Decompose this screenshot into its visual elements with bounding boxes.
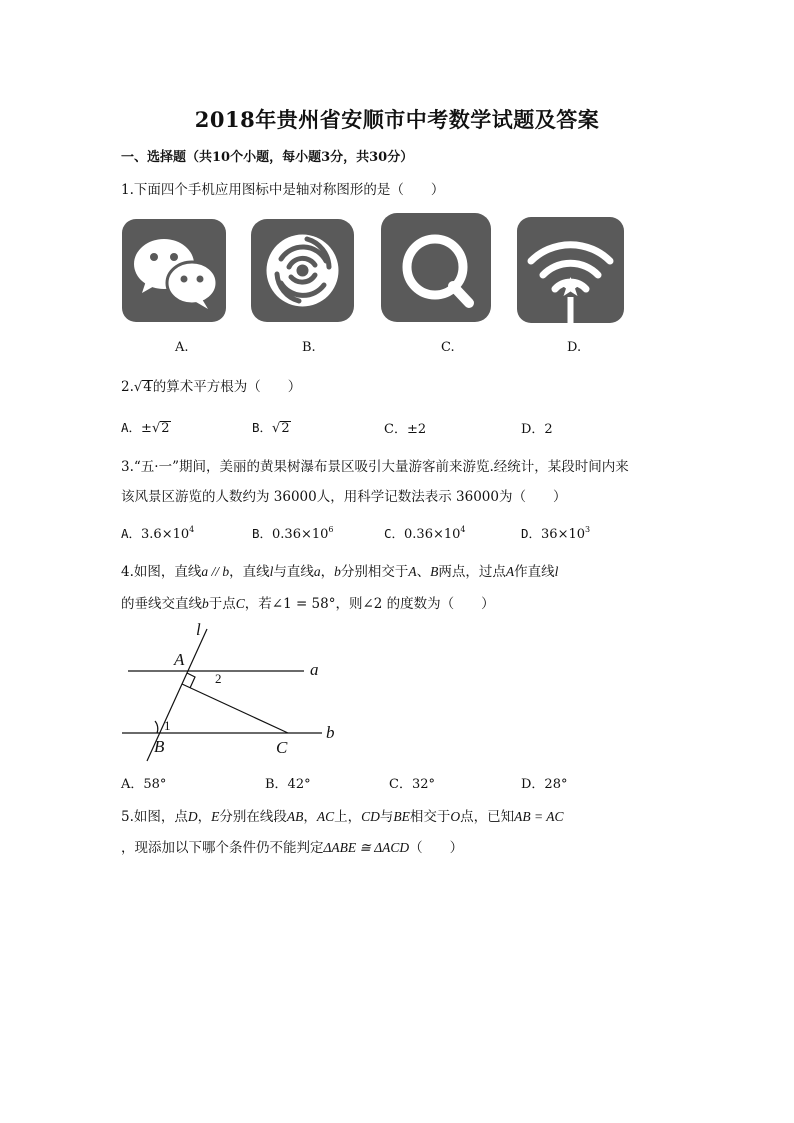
- question-1-text: 1.下面四个手机应用图标中是轴对称图形的是（ ）: [121, 182, 445, 198]
- q4-option-c: C．32°: [389, 777, 435, 792]
- q2-option-d: D．2: [521, 422, 553, 437]
- q3-option-d: D．$36\times 10^3$: [521, 525, 591, 542]
- question-2-text: 2.√4的算术平方根为（ ）: [121, 379, 302, 395]
- wifi-star-icon: [517, 217, 624, 323]
- question-3-line-1: 3.“五·一”期间，美丽的黄果树瀑布景区吸引大量游客前来游览.经统计，某段时间内来: [121, 459, 629, 475]
- label-line-b: b: [326, 723, 335, 742]
- q3-option-a: A．$3.6\times 10^4$: [121, 525, 195, 542]
- q1-option-d: D.: [567, 340, 582, 355]
- q3-option-c: C．$0.36\times 10^4$: [384, 525, 466, 542]
- q1-option-c: C.: [441, 340, 455, 355]
- q2-option-b: B．√2: [252, 420, 290, 436]
- label-point-b: B: [154, 737, 165, 756]
- radical-sign: √: [133, 380, 143, 395]
- swirl-logo-icon: [251, 219, 354, 322]
- question-4-line-1: 4.如图，直线a // b，直线l与直线a，b分别相交于A、B两点，过点A作直线l: [121, 564, 559, 580]
- segment-ac: [182, 684, 288, 733]
- label-point-c: C: [276, 738, 288, 757]
- question-5-line-1: 5.如图，点D，E分别在线段AB，AC上，CD与BE相交于O点，已知AB = AC: [121, 809, 564, 825]
- q-search-icon: [381, 213, 491, 322]
- q3-option-b: B．$0.36\times 10^6$: [252, 525, 334, 542]
- section-heading: 一、选择题（共10个小题，每小题3分，共30分）: [121, 150, 414, 165]
- question-4-line-2: 的垂线交直线b于点C，若∠1 = 58°，则∠2 的度数为（ ）: [121, 596, 495, 612]
- question-5-line-2: ，现添加以下哪个条件仍不能判定ΔABE ≅ ΔACD（ ）: [121, 840, 464, 856]
- wechat-icon: [122, 219, 226, 322]
- question-3-line-2: 该风景区游览的人数约为 36000人，用科学记数法表示 36000为（ ）: [121, 489, 567, 505]
- label-line-a: a: [310, 660, 319, 679]
- page-title: 2018年贵州省安顺市中考数学试题及答案: [194, 107, 600, 132]
- label-angle-1: 1: [164, 718, 171, 733]
- label-point-a: A: [174, 650, 185, 669]
- q1-option-a: A.: [175, 340, 189, 355]
- q4-option-b: B．42°: [265, 777, 311, 792]
- right-angle-mark: [187, 673, 195, 688]
- angle-1-arc: [155, 721, 158, 733]
- label-l: l: [196, 620, 201, 639]
- q4-option-a: A．58°: [121, 777, 167, 792]
- q4-geometry-figure: [110, 615, 350, 765]
- q1-option-b: B.: [302, 340, 316, 355]
- q2-option-a: A．±√2: [121, 420, 170, 436]
- q4-option-d: D．28°: [521, 777, 568, 792]
- label-angle-2: 2: [215, 671, 222, 686]
- q2-option-c: C．±2: [384, 422, 427, 437]
